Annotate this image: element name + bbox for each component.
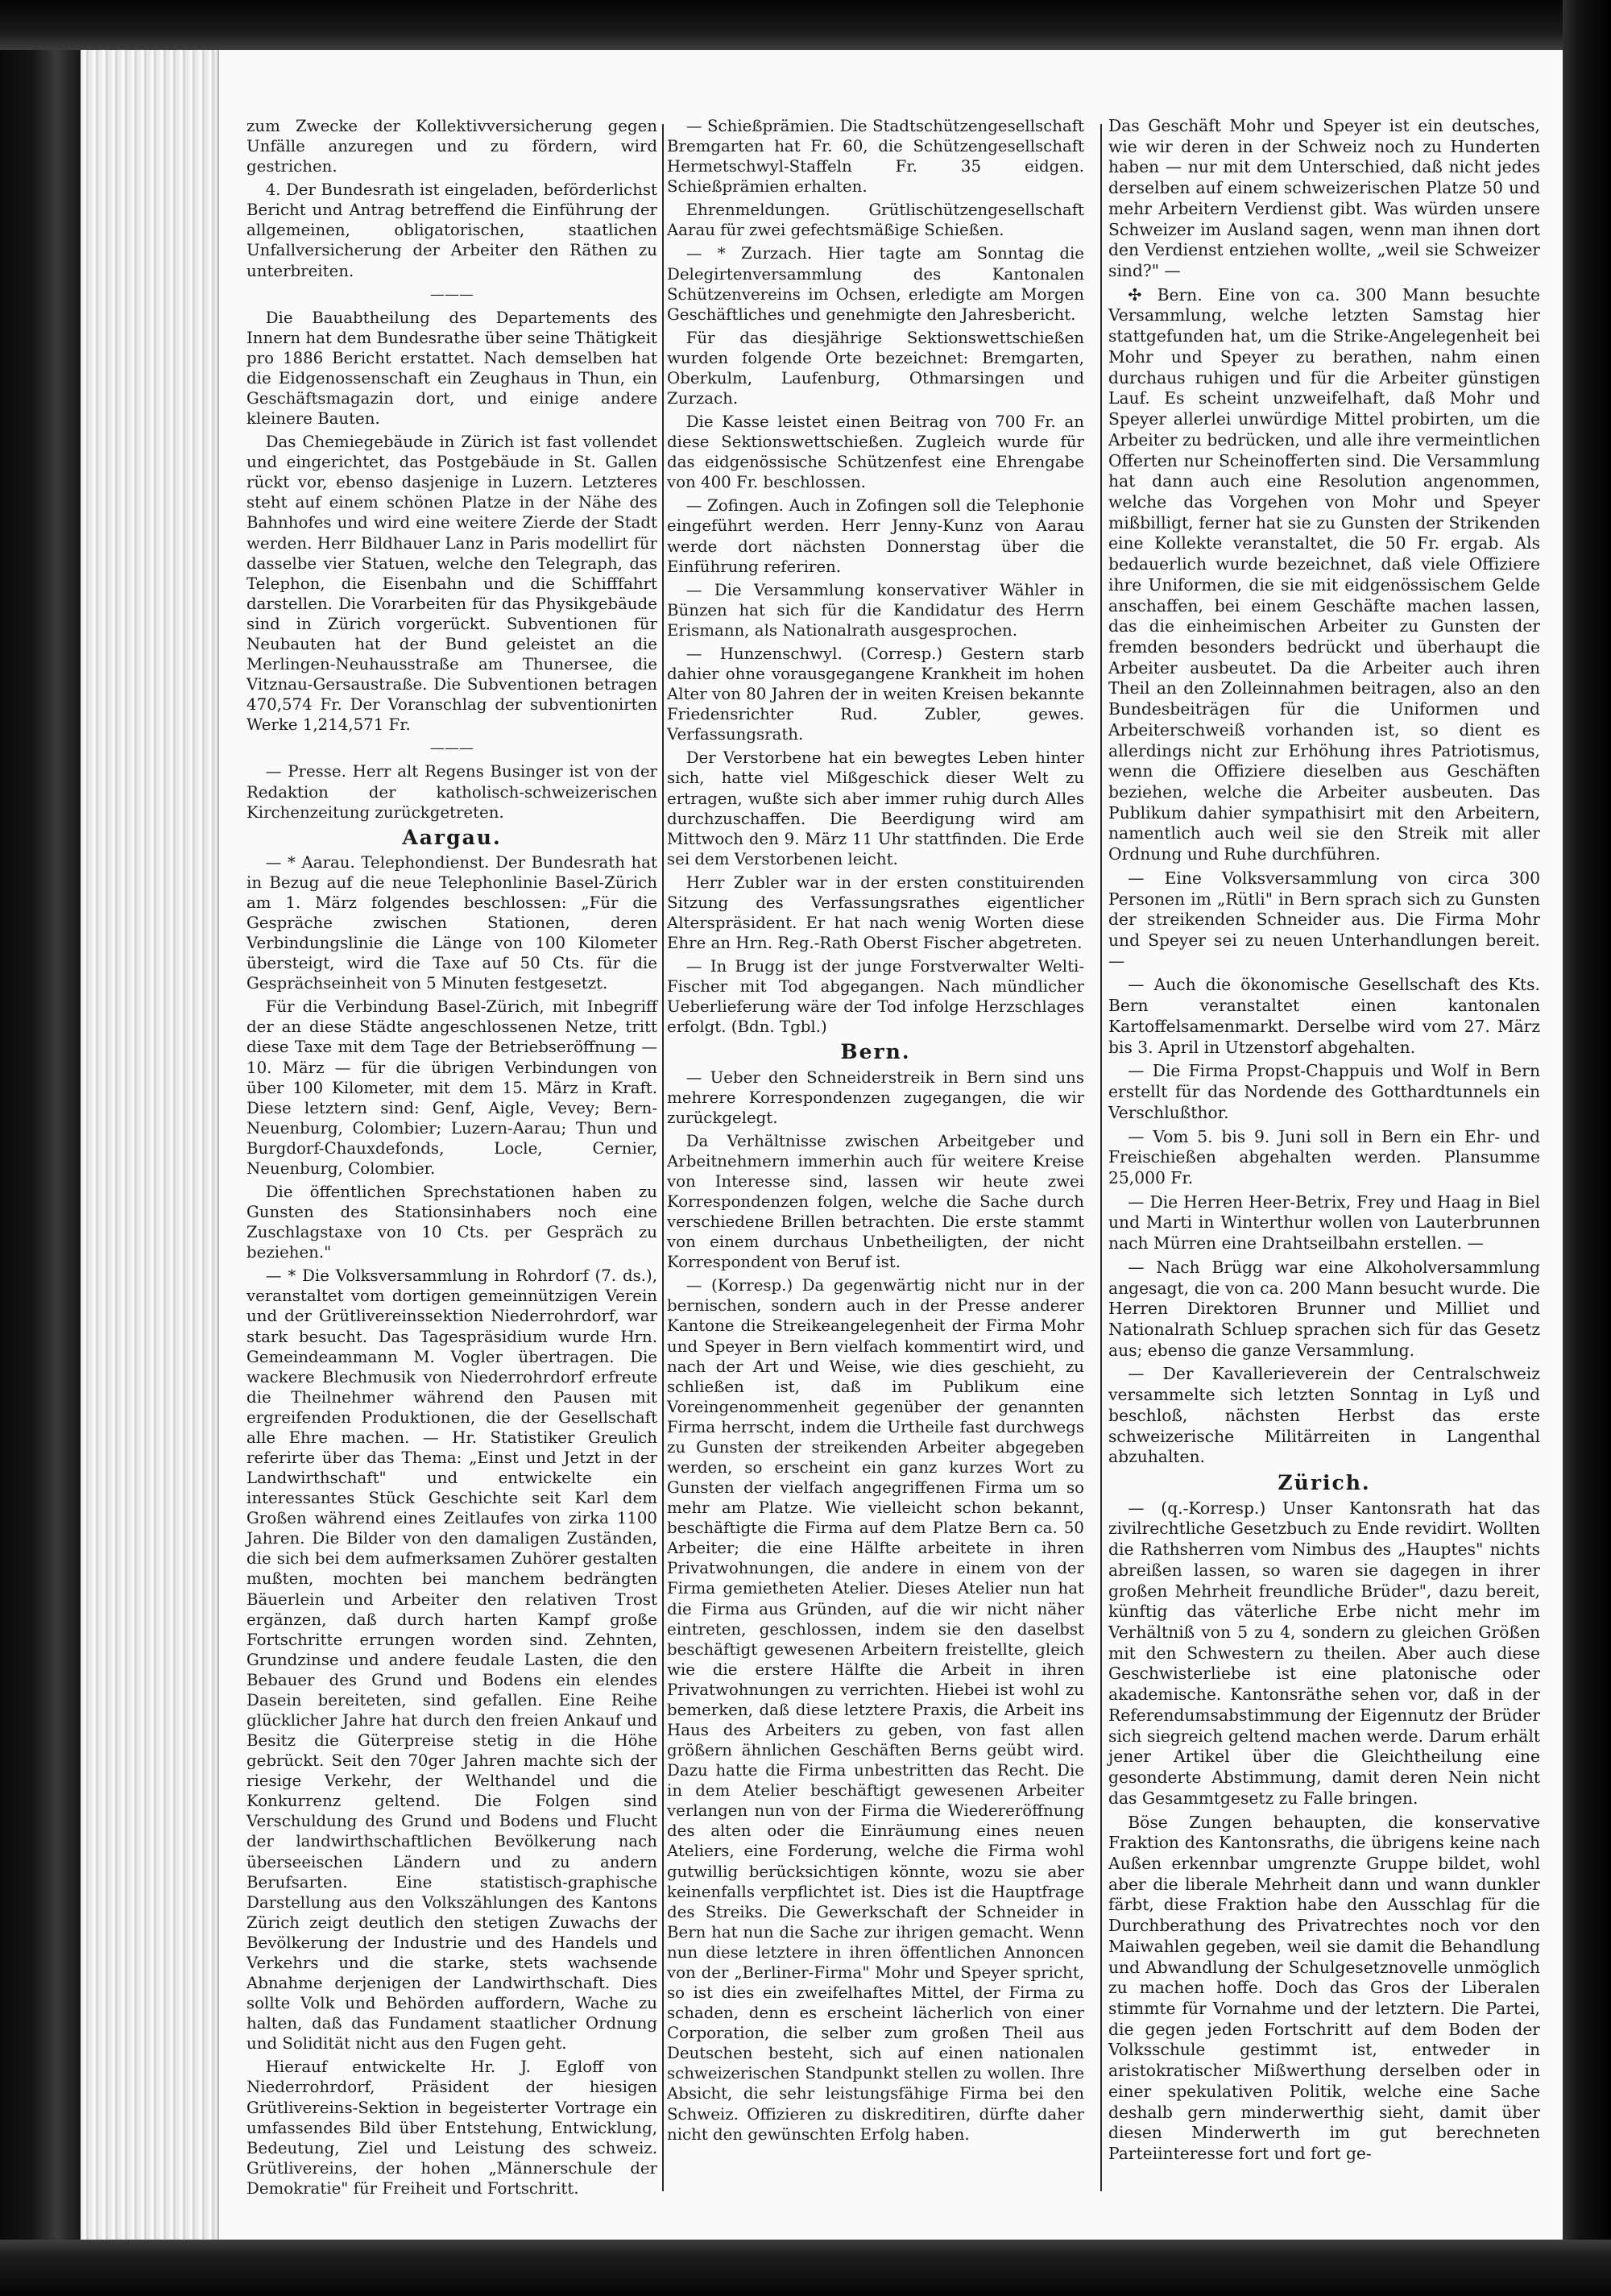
article-paragraph: Ehrenmeldungen. Grütlischützengesellschaft Aarau für zwei gefechtsmäßige Schießen. [667, 201, 1084, 240]
article-paragraph: — Schießprämien. Die Stadtschützengesellschaft Bremgarten hat Fr. 60, die Schützengesellschaft Hermetschwyl-Staffeln Fr. 35 eidgen. Schießprämien erhalten. [667, 117, 1084, 197]
text-column-left [246, 116, 657, 2202]
section-heading: Zürich. [1278, 1471, 1371, 1494]
article-paragraph: Das Chemiegebäude in Zürich ist fast vollendet und eingerichtet, das Postgebäude in St. Gallen rückt vor, ebenso dasjenige in Luzern. Letzteres steht auf einem schönen Platze in der Nähe des Bahnhofes und wird eine weitere Zierde der Stadt werden. Herr Bildhauer Lanz in Paris modellirt für dasselbe vier Statuen, welche den Telegraph, das Telephon, die Eisenbahn und die Schifffahrt darstellen. Die Vorarbeiten für das Physikgebäude sind in Zürich vorgerückt. Subventionen für Neubauten hat der Bund geleistet an die Merlingen-Neuhausstraße am Thunersee, die Vitznau-Gersaustraße. Die Subventionen betragen 470,574 Fr. Der Voranschlag der subventionirten Werke 1,214,571 Fr. [246, 433, 657, 735]
article-paragraph: — Presse. Herr alt Regens Businger ist von der Redaktion der katholisch-schweizerischen Kirchenzeitung zurückgetreten. [246, 762, 657, 822]
scan-border-top [0, 0, 1611, 50]
article-paragraph: — Auch die ökonomische Gesellschaft des Kts. Bern veranstaltet einen kantonalen Kartoffelsamenmarkt. Derselbe wird vom 27. März bis 3. April in Utzenstorf abgehalten. [1108, 975, 1540, 1057]
article-paragraph: Hierauf entwickelte Hr. J. Egloff von Niederrohrdorf, Präsident der hiesigen Grütlivereins-Sektion in begeisterter Vortrage ein umfassendes Bild über Entstehung, Entwicklung, Bedeutung, Ziel und Leistung des schweiz. Grütlivereins, der hohen „Männerschule der Demokratie" für Freiheit und Fortschritt. [246, 2058, 657, 2198]
article-paragraph: — (Korresp.) Da gegenwärtig nicht nur in der bernischen, sondern auch in der Presse anderer Kantone die Streikeangelegenheit der Firma Mohr und Speyer in Bern vielfach kommentirt wird, und nach der Art und Weise, wie dies geschieht, zu schließen ist, daß im Publikum eine Voreingenommenheit gegenüber der genannten Firma herrscht, indem die Urtheile fast durchwegs zu Gunsten der streikenden Arbeiter abgegeben werden, so erscheint ein ganz kurzes Wort zu Gunsten der vielfach angegriffenen Firma um so mehr am Platze. Wie vielleicht schon bekannt, beschäftigte die Firma auf dem Platze Bern ca. 50 Arbeiter; die eine Hälfte arbeitete in ihren Privatwohnungen, die andere in einem von der Firma gemietheten Atelier. Dieses Atelier nun hat die Firma aus Gründen, auf die wir nicht näher eintreten, geschlossen, indem sie den daselbst beschäftigt gewesenen Arbeitern freistellte, gleich wie die erstere Hälfte die Arbeit in ihren Privatwohnungen zu verrichten. Hiebei ist wohl zu bemerken, daß diese letztere Praxis, die Arbeit ins Haus des Arbeiters zu geben, von fast allen größern ähnlichen Geschäften Berns geübt wird. Dazu hatte die Firma unbestritten das Recht. Die in dem Atelier beschäftigt gewesenen Arbeiter verlangen nun von der Firma die Wiedereröffnung des alten oder die Einräumung eines neuen Ateliers, eine Forderung, welche die Firma wohl gutwillig berücksichtigen könnte, wozu sie aber keinenfalls verpflichtet ist. Dies ist die Hauptfrage des Streiks. Die Gewerkschaft der Schneider in Bern hat nun die Sache zur ihrigen gemacht. Wenn nun diese letztere in ihren öffentlichen Annoncen von der „Berliner-Firma" Mohr und Speyer spricht, so ist dies ein zweifelhaftes Mittel, der Firma zu schaden, denn es erscheint lächerlich von einer Corporation, die selber zum großen Theil aus Deutschen besteht, sich auf einen nationalen schweizerischen Standpunkt stellen zu wollen. Ihre Absicht, die sehr leistungsfähige Firma bei den Schweiz. Offizieren zu diskreditiren, dürfte daher nicht den gewünschten Erfolg haben. [667, 1276, 1084, 2144]
article-paragraph: — Vom 5. bis 9. Juni soll in Bern ein Ehr- und Freischießen abgehalten werden. Plansumme 25,000 Fr. [1108, 1126, 1540, 1187]
separator-dash: ——— [430, 285, 474, 303]
article-paragraph: — Nach Brügg war eine Alkoholversammlung angesagt, die von ca. 200 Mann besucht wurde. Die Herren Direktoren Brunner und Milliet und Nationalrath Schluep sprachen sich für das Gesetz aus; ebenso die ganze Versammlung. [1108, 1257, 1540, 1360]
article-paragraph: 4. Der Bundesrath ist eingeladen, beförderlichst Bericht und Antrag betreffend die Einführung der allgemeinen, obligatorischen, staatlichen Unfallversicherung der Arbeiter den Räthen zu unterbreiten. [246, 180, 657, 280]
column-rule [662, 124, 664, 2191]
article-paragraph: — Ueber den Schneiderstreik in Bern sind uns mehrere Korrespondenzen zugegangen, die wir zurückgelegt. [667, 1067, 1084, 1127]
newspaper-page [219, 50, 1563, 2240]
article-paragraph: Da Verhältnisse zwischen Arbeitgeber und Arbeitnehmern immerhin auch für weitere Kreise von Interesse sind, lassen wir heute zwei Korrespondenzen folgen, welche die Sache durch verschiedene Brillen betrachten. Die erste stammt von einem durchaus Unbetheiligten, der nicht Korrespondent von Beruf ist. [667, 1131, 1084, 1272]
article-paragraph: — Der Kavallerieverein der Centralschweiz versammelte sich letzten Sonntag in Lyß und beschloß, nächsten Herbst das erste schweizerische Militärreiten in Langenthal abzuhalten. [1108, 1364, 1540, 1467]
article-paragraph: — * Zurzach. Hier tagte am Sonntag die Delegirtenversammlung des Kantonalen Schützenvereins im Ochsen, erledigte am Morgen Geschäftliches und genehmigte den Jahresbericht. [667, 244, 1084, 324]
article-paragraph: — Die Herren Heer-Betrix, Frey und Haag in Biel und Marti in Winterthur wollen von Lauterbrunnen nach Mürren eine Drahtseilbahn erstellen. — [1108, 1192, 1540, 1254]
article-paragraph: zum Zwecke der Kollektivversicherung gegen Unfälle anzuregen und zu fördern, wird gestrichen. [246, 117, 657, 176]
article-paragraph: — Die Firma Propst-Chappuis und Wolf in Bern erstellt für das Nordende des Gotthardtunnels ein Verschlußthor. [1108, 1061, 1540, 1122]
article-paragraph: — Die Versammlung konservativer Wähler in Bünzen hat sich für die Kandidatur des Herrn Erismann, als Nationalrath ausgesprochen. [667, 580, 1084, 640]
article-paragraph: Die Kasse leistet einen Beitrag von 700 Fr. an diese Sektionswettschießen. Zugleich wurde für das eidgenössische Schützenfest eine Ehrengabe von 400 Fr. beschlossen. [667, 412, 1084, 492]
separator-dash: ——— [430, 740, 474, 757]
scan-border-right [1563, 0, 1611, 2296]
article-paragraph: Die öffentlichen Sprechstationen haben zu Gunsten des Stationsinhabers noch eine Zuschlagstaxe von 10 Cts. per Gespräch zu beziehen." [246, 1182, 657, 1262]
text-column-middle [667, 116, 1084, 2148]
column-rule [1100, 124, 1102, 2191]
article-paragraph: Für die Verbindung Basel-Zürich, mit Inbegriff der an diese Städte angeschlossenen Netze, tritt diese Taxe mit dem Tage der Betriebseröffnung — 10. März — für die übrigen Verbindungen von über 100 Kilometer, mit dem 15. März in Kraft. Diese letztern sind: Genf, Aigle, Vevey; Bern-Neuenburg, Colombier; Luzern-Aarau; Thun und Burgdorf-Chauxdefonds, Locle, Cernier, Neuenburg, Colombier. [246, 997, 657, 1178]
book-page-stack [81, 50, 219, 2240]
article-paragraph: — (q.-Korresp.) Unser Kantonsrath hat das zivilrechtliche Gesetzbuch zu Ende revidirt. Wollten die Rathsherren vom Nimbus des „Hauptes" nichts abreißen lassen, so waren sie dagegen in ihrer großen Mehrheit freundliche Brüder", dazu bereit, künftig das väterliche Erbe nicht mehr im Verhältniß von 5 zu 4, sondern zu gleichen Größen mit den Schwestern zu theilen. Aber auch diese Geschwisterliebe ist eine platonische oder akademische. Kantonsräthe sehen vor, daß in der Referendumsabstimmung der Eigennutz der Brüder sich siegreich geltend machen werde. Darum erhält jener Artikel über die Gleichtheilung eine gesonderte Abstimmung, damit deren Nein nicht das Gesammtgesetz zu Falle bringen. [1108, 1498, 1540, 1808]
article-paragraph: — * Aarau. Telephondienst. Der Bundesrath hat in Bezug auf die neue Telephonlinie Basel-Zürich am 1. März folgendes beschlossen: „Für die Gespräche zwischen Stationen, deren Verbindungslinie die Länge von 100 Kilometer übersteigt, wird die Taxe auf 50 Cts. für die Gesprächseinheit von 5 Minuten festgesetzt. [246, 852, 657, 993]
article-paragraph: — Hunzenschwyl. (Corresp.) Gestern starb dahier ohne vorausgegangene Krankheit im hohen Alter von 80 Jahren der in weiten Kreisen bekannte Friedensrichter Rud. Zubler, gewes. Verfassungsrath. [667, 644, 1084, 744]
article-paragraph: Das Geschäft Mohr und Speyer ist ein deutsches, wie wir deren in der Schweiz noch zu Hunderten haben — nur mit dem Unterschied, daß nicht jedes derselben auf einem schweizerischen Platze 50 und mehr Arbeitern Verdienst gibt. Was würden unsere Schweizer im Ausland sagen, wenn man ihnen dort den Verdienst entziehen wollte, „weil sie Schweizer sind?" — [1108, 116, 1540, 281]
article-paragraph: — Eine Volksversammlung von circa 300 Personen im „Rütli" in Bern sprach sich zu Gunsten der streikenden Schneider aus. Die Firma Mohr und Speyer sei zu neuen Unterhandlungen bereit. — [1108, 868, 1540, 971]
article-paragraph: ✣ Bern. Eine von ca. 300 Mann besuchte Versammlung, welche letzten Samstag hier stattgefunden hat, um die Strike-Angelegenheit bei Mohr und Speyer zu berathen, nahm einen durchaus ruhigen und für die Arbeiter günstigen Lauf. Es scheint unzweifelhaft, daß Mohr und Speyer allerlei unwürdige Mittel probirten, um die Arbeiter zu bedrücken, und alle ihre vermeintlichen Offerten nur Scheinofferten sind. Die Versammlung hat dann auch eine Resolution angenommen, welche das Vorgehen von Mohr und Speyer mißbilligt, ferner hat sie zu Gunsten der Strikenden eine Kollekte veranstaltet, die 50 Fr. ergab. Als bedauerlich wurde bezeichnet, daß viele Offiziere ihre Uniformen, die sie mit eidgenössischem Gelde anschaffen, bei einem Geschäfte machen lassen, das die einheimischen Arbeiter zu Gunsten der fremden besonders bedrückt und überhaupt die Arbeiter ausbeutet. Da die Arbeiter auch ihren Theil an den Zolleinnahmen beitragen, also an den Bundesbeiträgen für die Uniformen und Arbeiterschweiß vorhanden ist, so dient es allerdings nicht zur Erhöhung ihres Patriotismus, wenn die Offiziere dieselben aus Geschäften beziehen, welche die Arbeiter ausbeuten. Das Publikum dahier sympathisirt mit den Arbeitern, namentlich auch weil sie den Streik mit aller Ordnung und Ruhe durchführen. [1108, 284, 1540, 864]
article-paragraph: Für das diesjährige Sektionswettschießen wurden folgende Orte bezeichnet: Bremgarten, Oberkulm, Laufenburg, Othmarsingen und Zurzach. [667, 328, 1084, 408]
article-paragraph: — Zofingen. Auch in Zofingen soll die Telephonie eingeführt werden. Herr Jenny-Kunz von Aarau werde dort nächsten Donnerstag über die Einführung referiren. [667, 496, 1084, 576]
scan-border-left [0, 0, 81, 2296]
section-heading: Bern. [840, 1040, 911, 1064]
section-heading: Aargau. [402, 825, 502, 849]
scan-border-bottom [0, 2240, 1611, 2296]
article-paragraph: — * Die Volksversammlung in Rohrdorf (7. ds.), veranstaltet vom dortigen gemeinnützigen Verein und der Grütlivereinssektion Niederrohrdorf, war stark besucht. Das Tagespräsidium wurde Hrn. Gemeindeammann M. Vogler übertragen. Die wackere Blechmusik von Niederrohrdorf erfreute die Theilnehmer während den Pausen mit ergreifenden Produktionen, die der Gesellschaft alle Ehre machen. — Hr. Statistiker Greulich referirte über das Thema: „Einst und Jetzt in der Landwirthschaft" und entwickelte ein interessantes Stück Geschichte seit Karl dem Großen während eines Zeitlaufes von zirka 1100 Jahren. Die Bilder von den damaligen Zuständen, die sich bei dem aufmerksamen Zuhörer gestalten mußten, mochten bei manchem bedrängten Bäuerlein und Arbeiter den relativen Trost ergänzen, daß durch harten Kampf große Fortschritte errungen worden sind. Zehnten, Grundzinse und andere feudale Lasten, die den Bebauer des Grund und Bodens ein elendes Dasein bereiteten, sind gefallen. Eine Reihe glücklicher Jahre hat durch den freien Ankauf und Besitz die Güterpreise stetig in die Höhe gebrückt. Seit den 70ger Jahren machte sich der riesige Verkehr, der Welthandel und die Konkurrenz geltend. Die Folgen sind Verschuldung des Grund und Bodens und Flucht der landwirthschaftlichen Bevölkerung nach überseeischen Ländern und zu andern Berufsarten. Eine statistisch-graphische Darstellung aus den Volkszählungen des Kantons Zürich zeigt deutlich den stetigen Zuwachs der Bevölkerung der Industrie und des Handels und Verkehrs und die starke, stets wachsende Abnahme derjenigen der Landwirthschaft. Dies sollte Volk und Behörden auffordern, Wache zu halten, daß das Fundament staatlicher Ordnung und Solidität nicht aus den Fugen geht. [246, 1266, 657, 2054]
article-paragraph: — In Brugg ist der junge Forstverwalter Welti-Fischer mit Tod abgegangen. Nach mündlicher Ueberlieferung wäre der Tod infolge Herzschlages erfolgt. (Bdn. Tgbl.) [667, 957, 1084, 1037]
article-paragraph: Böse Zungen behaupten, die konservative Fraktion des Kantonsraths, die übrigens keine nach Außen erkennbar umgrenzte Gruppe bildet, wohl aber die liberale Mehrheit dann und wann dunkler färbt, diese Fraktion habe den Ausschlag für die Durchberathung des Privatrechtes noch vor den Maiwahlen gegeben, weil sie damit die Behandlung und Abwandlung der Schulgesetznovelle unmöglich zu machen hoffe. Doch das Gros der Liberalen stimmte für Vornahme und der letztern. Die Partei, die gegen jeden Fortschritt auf dem Boden der Volksschule gestimmt ist, entweder in aristokratischer Mißwerthung derselben oder in einer spekulativen Politik, welche eine Sache deshalb gern minderwerthig sieht, damit über diesen Minderwerth im gut berechneten Parteiinteresse fort und fort ge- [1108, 1812, 1540, 2163]
article-paragraph: Die Bauabtheilung des Departements des Innern hat dem Bundesrathe über seine Thätigkeit pro 1886 Bericht erstattet. Nach demselben hat die Eidgenossenschaft ein Zeughaus in Thun, ein Geschäftsmagazin dort, und einige andere kleinere Bauten. [246, 308, 657, 429]
article-paragraph: Herr Zubler war in der ersten constituirenden Sitzung des Verfassungsrathes eigentlicher Alterspräsident. Er hat nach wenig Worten diese Ehre an Hrn. Reg.-Rath Oberst Fischer abgetreten. [667, 872, 1084, 953]
article-paragraph: Der Verstorbene hat ein bewegtes Leben hinter sich, hatte viel Mißgeschick dieser Welt zu ertragen, wußte sich aber immer ruhig durch Alles durchzuschaffen. Die Beerdigung wird am Mittwoch den 9. März 11 Uhr stattfinden. Die Erde sei dem Verstorbenen leicht. [667, 748, 1084, 868]
text-column-right [1108, 116, 1540, 2168]
